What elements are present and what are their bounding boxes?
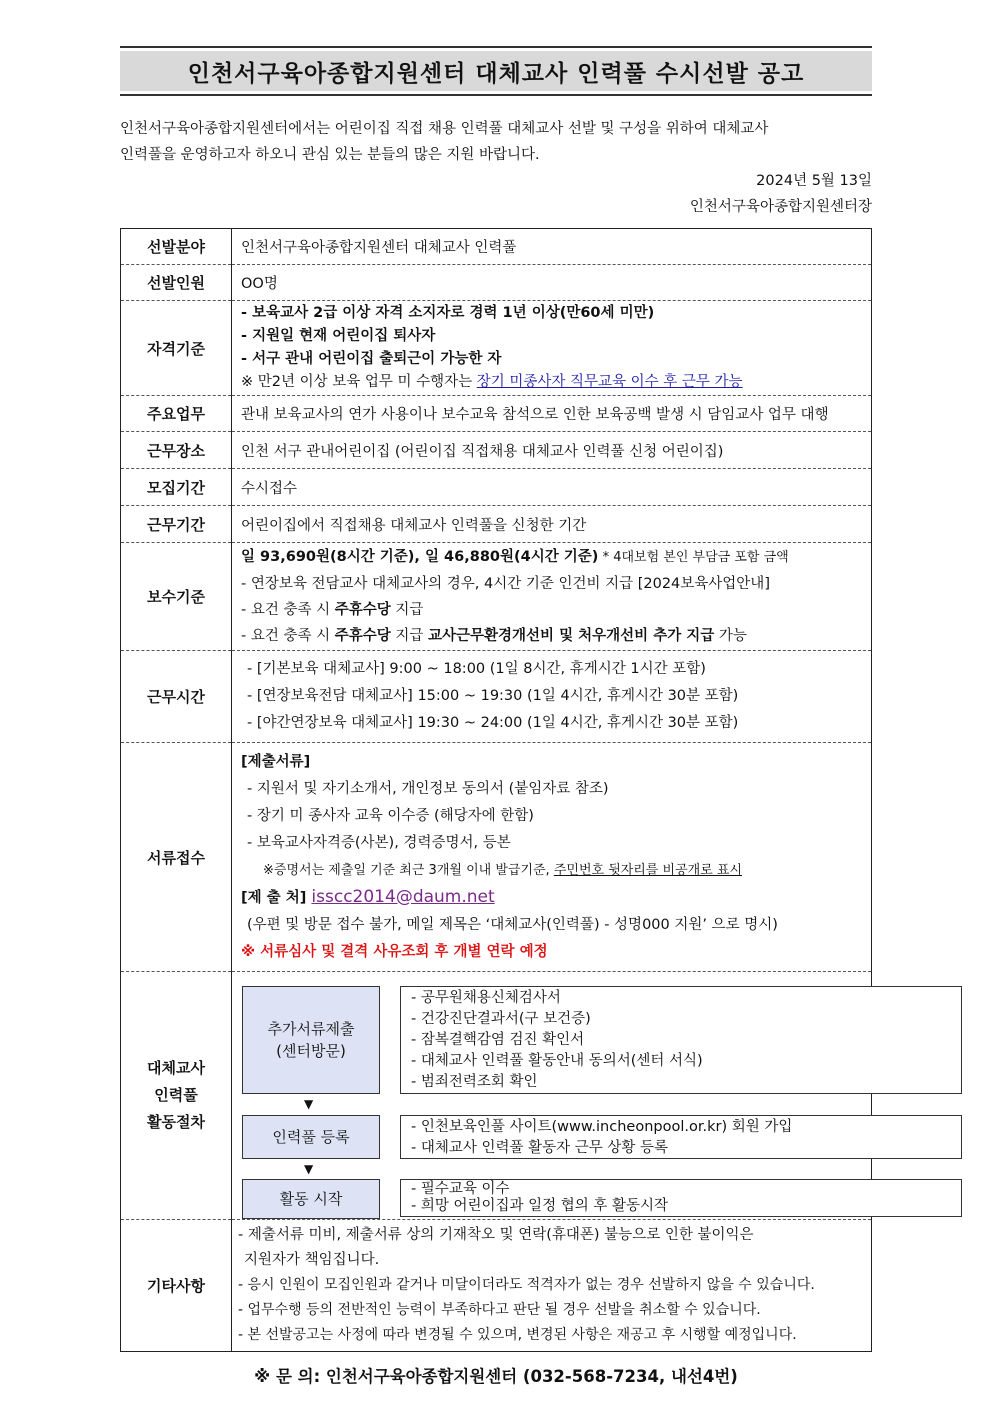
- arrow-down-icon: ▼: [304, 1096, 314, 1111]
- docs-note-b: 주민번호 뒷자리를 비공개로 표시: [553, 862, 743, 878]
- pay-line-2: - 연장보육 전담교사 대체교사의 경우, 4시간 기준 인건비 지급 [2024보육사업안내]: [241, 576, 770, 592]
- step-extra-docs-sub: (센터방문): [276, 1041, 346, 1060]
- value-docs: [232, 743, 872, 972]
- row-work-period: [121, 506, 872, 543]
- docs-item-3: - 보육교사자격증(사본), 경력증명서, 등본: [247, 834, 511, 851]
- pay-line-3c: 지급: [390, 602, 424, 618]
- label-etc: 기타사항: [121, 1220, 232, 1352]
- value-field: 인천서구육아종합지원센터 대체교사 인력풀: [232, 229, 872, 265]
- pay-line-4: [241, 623, 863, 649]
- pay-weekly-allowance-2: 주휴수당: [334, 628, 391, 644]
- value-work-period: 어린이집에서 직접채용 대체교사 인력풀을 신청한 기간: [232, 506, 872, 543]
- pay-daily-amount: 일 93,690원(8시간 기준), 일 46,880원(4시간 기준): [241, 549, 599, 565]
- etc-item-1: - 제출서류 미비, 제출서류 상의 기재착오 및 연락(휴대폰) 불능으로 인한 불이익은: [238, 1227, 754, 1243]
- start-item: - 희망 어린이집과 일정 협의 후 활동시작: [411, 1197, 668, 1214]
- intro-line-1: 인천서구육아종합지원센터에서는 어린이집 직접 채용 인력풀 대체교사 선발 및 구성을 위하여 대체교사: [120, 121, 769, 137]
- announcement-page: [120, 46, 872, 1352]
- docs-note-a: ※증명서는 제출일 기준 최근 3개월 이내 발급기준,: [263, 862, 554, 878]
- docs-note: [241, 857, 863, 884]
- pay-insurance-note: * 4대보험 본인 부담금 포함 금액: [598, 550, 789, 565]
- announcement-date: 2024년 5월 13일: [756, 173, 872, 189]
- docs-item-2: - 장기 미 종사자 교육 이수증 (해당자에 한함): [247, 807, 534, 824]
- start-item: - 필수교육 이수: [411, 1180, 510, 1197]
- qual-item-1: - 보육교사 2급 이상 자격 소지자로 경력 1년 이상(만60세 미만): [241, 305, 655, 321]
- label-recruit-period: 모집기간: [121, 469, 232, 506]
- step-extra-docs-detail: [400, 986, 962, 1094]
- label-process-1: 대체교사: [147, 1059, 205, 1077]
- title-bar: [120, 46, 872, 96]
- extra-doc-item: - 잠복결핵감염 검진 확인서: [411, 1031, 585, 1048]
- hours-item-1: - [기본보육 대체교사] 9:00 ~ 18:00 (1일 8시간, 휴게시간 1시간 포함): [247, 661, 706, 677]
- contact-footer: ※ 문 의: 인천서구육아종합지원센터 (032-568-7234, 내선4번): [254, 1367, 738, 1386]
- process-diagram: [232, 977, 871, 1215]
- extra-doc-item: - 건강진단결과서(구 보건증): [411, 1010, 591, 1027]
- etc-item-3: - 업무수행 등의 전반적인 능력이 부족하다고 판단 될 경우 선발을 취소할 수 있습니다.: [238, 1302, 761, 1318]
- hours-item-3: - [야간연장보육 대체교사] 19:30 ~ 24:00 (1일 4시간, 휴게시간 30분 포함): [247, 715, 739, 731]
- label-pay: 보수기준: [121, 543, 232, 651]
- label-process: [121, 972, 232, 1220]
- docs-warning: ※ 서류심사 및 결격 사유조회 후 개별 연락 예정: [241, 943, 548, 960]
- etc-item-4: - 본 선발공고는 사정에 따라 변경될 수 있으며, 변경된 사항은 재공고 후 시행할 예정입니다.: [238, 1327, 797, 1343]
- label-process-2: 인력풀: [154, 1086, 198, 1104]
- row-pay: [121, 543, 872, 651]
- label-duty: 주요업무: [121, 396, 232, 432]
- value-process: [232, 972, 872, 1220]
- docs-submit-note: (우편 및 방문 접수 불가, 메일 제목은 ‘대체교사(인력풀) - 성명000 지원’ 으로 명시): [247, 916, 778, 933]
- label-qualification: 자격기준: [121, 301, 232, 396]
- qual-note: [241, 371, 863, 394]
- label-field: 선발분야: [121, 229, 232, 265]
- intro-line-2: 인력풀을 운영하고자 하오니 관심 있는 분들의 많은 지원 바랍니다.: [120, 147, 540, 163]
- value-place: 인천 서구 관내어린이집 (어린이집 직접채용 대체교사 인력풀 신청 어린이집): [232, 432, 872, 469]
- row-recruit-period: [121, 469, 872, 506]
- label-hours: 근무시간: [121, 651, 232, 743]
- row-hours: [121, 651, 872, 743]
- docs-submit: [241, 884, 863, 912]
- submit-label: [제 출 처]: [241, 889, 312, 906]
- step-start-detail: [400, 1179, 962, 1217]
- step-register: 인력풀 등록: [242, 1115, 380, 1159]
- intro-text: [120, 116, 872, 168]
- pay-weekly-allowance: 주휴수당: [334, 602, 391, 618]
- row-duty: [121, 396, 872, 432]
- register-item: - 인천보육인풀 사이트(www.incheonpool.or.kr) 회원 가입: [411, 1118, 793, 1135]
- step-register-detail: [400, 1115, 962, 1159]
- arrow-down-icon: ▼: [304, 1161, 314, 1176]
- label-work-period: 근무기간: [121, 506, 232, 543]
- pay-line-1: [241, 544, 863, 571]
- register-item: - 대체교사 인력풀 활동자 근무 상황 등록: [411, 1139, 668, 1156]
- label-docs: 서류접수: [121, 743, 232, 972]
- step-start: 활동 시작: [242, 1179, 380, 1219]
- qual-note-prefix: ※ 만2년 이상 보육 업무 미 수행자는: [241, 374, 477, 390]
- value-headcount: OO명: [232, 265, 872, 301]
- issuer: 인천서구육아종합지원센터장: [689, 199, 872, 215]
- etc-item-2: - 응시 인원이 모집인원과 같거나 미달이더라도 적격자가 없는 경우 선발하지 않을 수 있습니다.: [238, 1277, 815, 1293]
- value-qualification: [232, 301, 872, 396]
- label-place: 근무장소: [121, 432, 232, 469]
- value-hours: [232, 651, 872, 743]
- pay-line-4a: - 요건 충족 시: [241, 628, 335, 644]
- step-extra-docs-title: 추가서류제출: [267, 1019, 355, 1038]
- extra-doc-item: - 공무원채용신체검사서: [411, 989, 561, 1006]
- announcement-table: [120, 228, 872, 1352]
- hours-item-2: - [연장보육전담 대체교사] 15:00 ~ 19:30 (1일 4시간, 휴게시간 30분 포함): [247, 688, 739, 704]
- pay-line-3: [241, 597, 863, 623]
- value-pay: [232, 543, 872, 651]
- row-qualification: [121, 301, 872, 396]
- page-title: 인천서구육아종합지원센터 대체교사 인력풀 수시선발 공고: [120, 51, 872, 91]
- row-process: [121, 972, 872, 1220]
- pay-line-4c: 지급: [390, 628, 428, 644]
- label-process-3: 활동절차: [147, 1113, 205, 1131]
- qual-item-2: - 지원일 현재 어린이집 퇴사자: [241, 328, 436, 344]
- extra-doc-item: - 대체교사 인력풀 활동안내 동의서(센터 서식): [411, 1052, 703, 1069]
- qual-item-3: - 서구 관내 어린이집 출퇴근이 가능한 자: [241, 351, 502, 367]
- etc-item-1b: 지원자가 책임집니다.: [244, 1252, 380, 1268]
- docs-heading: [제출서류]: [241, 753, 311, 770]
- email-link[interactable]: isscc2014@daum.net: [311, 886, 495, 907]
- row-headcount: [121, 265, 872, 301]
- value-etc: [232, 1220, 872, 1352]
- pay-line-3a: - 요건 충족 시: [241, 602, 335, 618]
- row-docs: [121, 743, 872, 972]
- pay-extra-allowance: 교사근무환경개선비 및 처우개선비 추가 지급: [427, 628, 715, 644]
- pay-line-4e: 가능: [714, 628, 747, 644]
- label-headcount: 선발인원: [121, 265, 232, 301]
- docs-item-1: - 지원서 및 자기소개서, 개인정보 동의서 (붙임자료 참조): [247, 780, 609, 797]
- qual-note-highlight: 장기 미종사자 직무교육 이수 후 근무 가능: [476, 374, 743, 390]
- row-etc: [121, 1220, 872, 1352]
- value-recruit-period: 수시접수: [232, 469, 872, 506]
- step-extra-docs: [242, 986, 380, 1094]
- extra-doc-item: - 범죄전력조회 확인: [411, 1073, 538, 1090]
- value-duty: 관내 보육교사의 연가 사용이나 보수교육 참석으로 인한 보육공백 발생 시 담임교사 업무 대행: [232, 396, 872, 432]
- row-place: [121, 432, 872, 469]
- row-field: [121, 229, 872, 265]
